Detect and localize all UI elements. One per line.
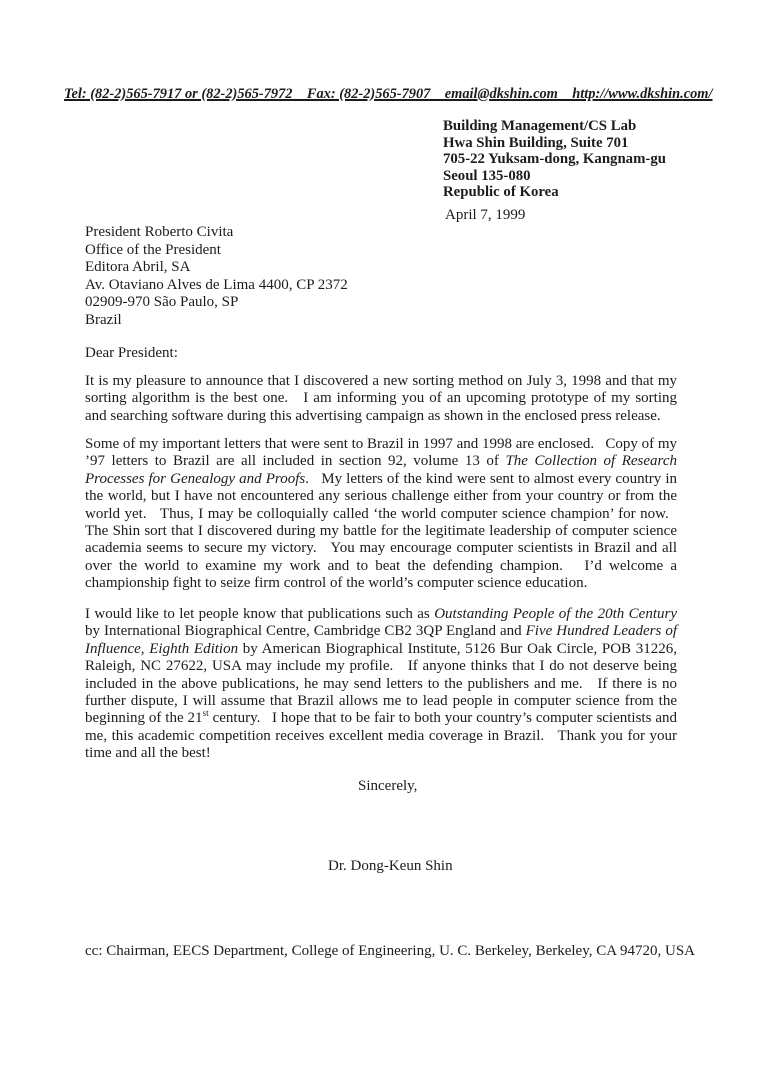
recipient-address-line: Office of the President — [85, 241, 221, 258]
salutation: Dear President: — [85, 345, 178, 361]
paragraph-text: It is my pleasure to announce that I discovered a new sorting method on July 3, 1998 and that my sorting algorithm is the best one. I am informing you of an upcoming prototype of my sorting and searching software during this advertising campaign as shown in the enclosed press release. — [85, 373, 677, 424]
valediction: Sincerely, — [358, 778, 418, 794]
signer-name: Dr. Dong-Keun Shin — [328, 858, 453, 874]
recipient-address-line: 02909-970 São Paulo, SP — [85, 294, 239, 311]
sender-address-line: 705-22 Yuksam-dong, Kangnam-gu — [443, 151, 666, 167]
paragraph-text: century. I hope that to be fair to both your country’s computer scientists and me, this academic competition receives excellent media coverage in Brazil. Thank you for your time and all the best! — [85, 710, 677, 762]
cc-line: cc: Chairman, EECS Department, College of Engineering, U. C. Berkeley, Berkeley, CA 94720, USA — [85, 943, 696, 959]
sender-address-line: Seoul 135-080 — [443, 167, 531, 184]
body-paragraph-2 — [85, 436, 677, 593]
date: April 7, 1999 — [445, 207, 526, 223]
sender-address-line: Hwa Shin Building, Suite 701 — [443, 134, 629, 151]
recipient-address-line: Av. Otaviano Alves de Lima 4400, CP 2372 — [85, 276, 348, 293]
paragraph-text: by American Biographical Institute, 5126 Bur Oak Circle, POB 31226, Raleigh, NC 27622, USA may include my profile. If anyone thinks that I do not deserve being included in the above publications, he may send letters to the publishers and me. If there is no further dispute, I will assume that Brazil allows me to lead people in computer science from the beginning of the 21 — [85, 640, 677, 727]
paragraph-text: I would like to let people know that publications such as — [85, 606, 435, 622]
recipient-address-line: Brazil — [85, 311, 122, 328]
italic-title-text: The Collection of Research Processes for Genealogy and Proofs — [85, 453, 677, 487]
recipient-address-block — [85, 224, 348, 330]
superscript-text: st — [202, 709, 209, 720]
body-paragraph-3 — [85, 606, 677, 763]
sender-address-line: Republic of Korea — [443, 184, 559, 200]
paragraph-text: . My letters of the kind were sent to almost every country in the world, but I have not encountered any serious challenge either from your country or from the world yet. Thus, I may be colloquially called ‘the world computer science champion’ for now. The Shin sort that I discovered during my battle for the legitimate leadership of computer science academia seems to secure my victory. You may encourage computer scientists in Brazil and all over the world to examine my work and to beat the defending champion. I’d welcome a championship fight to seize firm control of the world’s computer science education. — [85, 470, 678, 592]
paragraph-text: Some of my important letters that were sent to Brazil in 1997 and 1998 are enclosed. Copy of my ’97 letters to Brazil are all included in section 92, volume 13 of — [85, 436, 677, 470]
contact-header-line: Tel: (82-2)565-7917 or (82-2)565-7972 Fax: (82-2)565-7907 email@dkshin.com http://www.dkshin.com/ — [64, 86, 713, 102]
paragraph-text: by International Biographical Centre, Cambridge CB2 3QP England and — [85, 623, 526, 640]
italic-title-text: Five Hundred Leaders of Influence, Eighth Edition — [85, 623, 677, 657]
italic-title-text: Outstanding People of the 20th Century — [434, 606, 677, 622]
recipient-address-line: President Roberto Civita — [85, 224, 234, 240]
recipient-address-line: Editora Abril, SA — [85, 259, 191, 276]
sender-address-line: Building Management/CS Lab — [443, 118, 637, 134]
sender-address-block — [443, 118, 666, 201]
body-paragraph-1 — [85, 373, 677, 425]
